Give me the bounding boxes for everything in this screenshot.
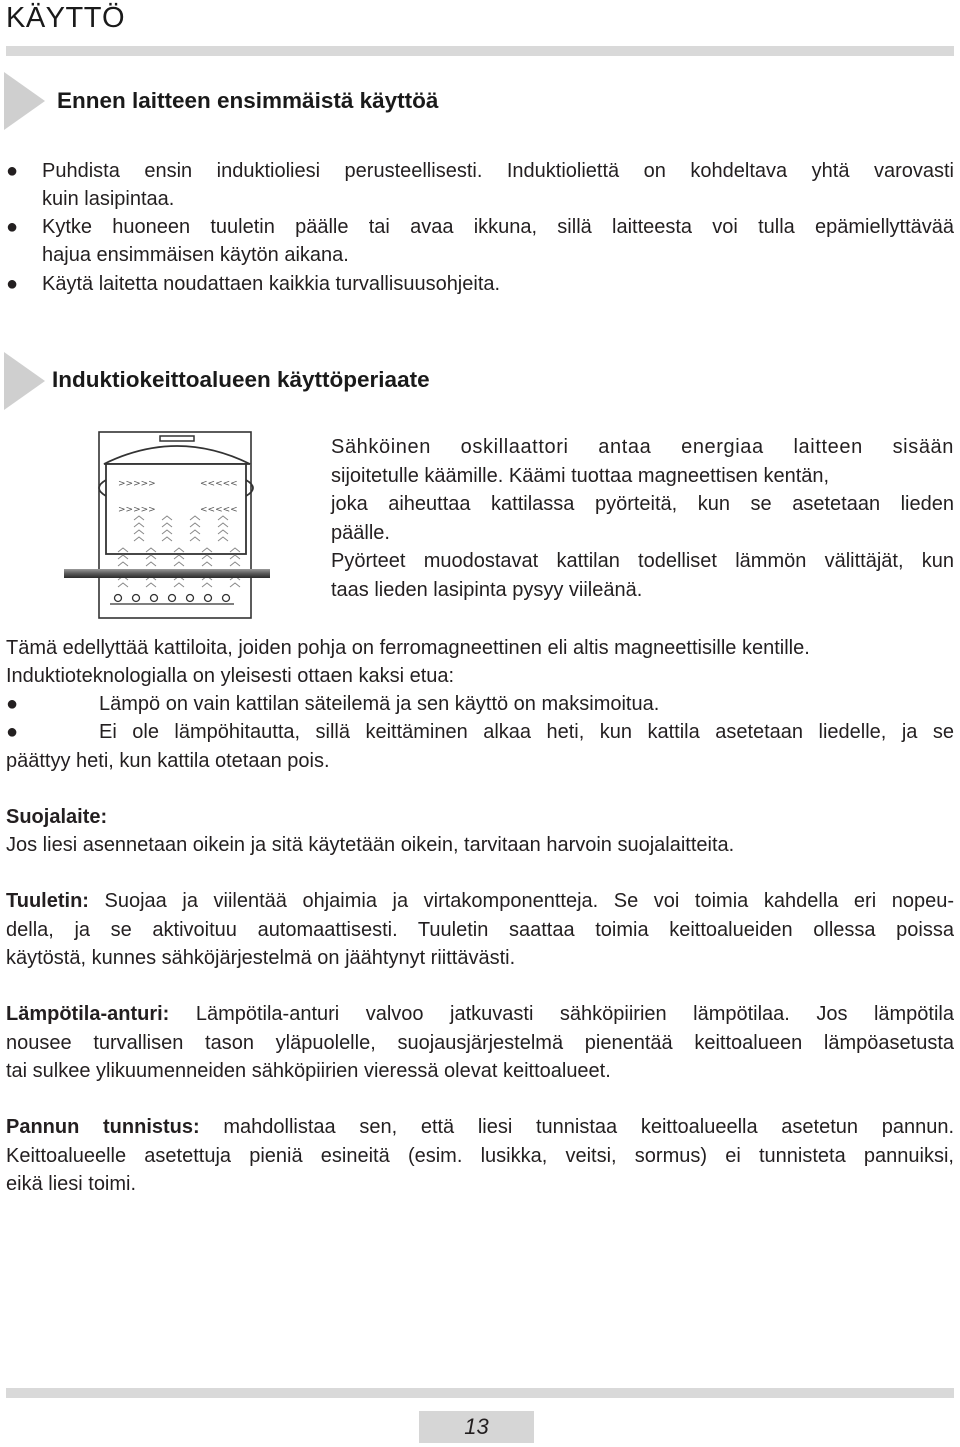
section-heading-first-use: Ennen laitteen ensimmäistä käyttöä [57,88,439,113]
eddy-arrows: >>>>> [118,505,156,515]
footer-divider [6,1388,954,1398]
eddy-arrows: <<<<< [200,505,238,515]
suojalaite-text: Jos liesi asennetaan oikein ja sitä käytetään oikein, tarvitaan harvoin suojalaitteita. [6,834,735,856]
list-item: ● Käytä laitetta noudattaen kaikkia turvallisuusohjeita. [0,270,960,300]
lid-knob [160,436,194,441]
eddy-arrows: <<<<< [200,479,238,489]
header-divider [6,46,954,56]
list-item: ● Ei ole lämpöhitautta, sillä keittäminen alkaa heti, kun kattila asetetaan liedelle, ja se päättyy heti, kun kattila otetaan pois. [6,718,954,778]
bullet-icon: ● [6,160,19,182]
section-heading-principle: Induktiokeittoalueen käyttöperiaate [52,367,430,392]
requirement-text: Tämä edellyttää kattiloita, joiden pohja on ferromagneettinen eli altis magneettisille kentille. [6,637,810,659]
lampotila-paragraph: Lämpötila-anturi: Lämpötila-anturi valvoo jatkuvasti sähköpiirien lämpötilaa. Jos lämpötila nousee turvallisen tason yläpuolelle, suojausjärjestelmä pienentää keittoalueen lämpöasetusta tai sulkee ylikuumenneiden sähköpiirien vieressä olevat keittoalueet. [6,1003,954,1082]
pot-lid [104,446,250,464]
bullet-icon: ● [6,216,19,238]
section-marker-icon [4,72,45,130]
tuuletin-paragraph: Tuuletin: Suojaa ja viilentää ohjaimia ja virtakomponentteja. Se voi toimia kahdella eri nopeu- della, ja se aktivoituu automaattisesti. Tuuletin saattaa toimia keittoalueiden ollessa poissa käytöstä, kunnes sähköjärjestelmä on jäähtynyt riittävästi. [6,890,954,969]
glass-cooktop [64,569,270,578]
eddy-arrows: >>>>> [118,479,156,489]
pannu-paragraph: Pannun tunnistus: mahdollistaa sen, että liesi tunnistaa keittoalueella asetetun pannun. Keittoalueelle asetettuja pieniä esineitä (esim. lusikka, veitsi, sormus) ei tunnisteta pannuiksi, eikä liesi toimi. [6,1116,954,1195]
advantages-intro: Induktioteknologialla on yleisesti ottaen kaksi etua: [6,665,455,687]
section-marker-icon [4,352,45,410]
bullet-icon: ● [6,721,19,743]
list-item: ● Kytke huoneen tuuletin päälle tai avaa ikkuna, sillä laitteesta voi tulla epämiellyttävää hajua ensimmäisen käytön aikana. [0,213,960,273]
bullet-icon: ● [6,273,19,295]
induction-diagram [62,428,272,620]
principle-description: Sähköinen oskillaattori antaa energiaa laitteen sisään sijoitetulle käämille. Käämi tuottaa magneettisen kentän, joka aiheuttaa kattilassa pyörteitä, kun se asetetaan lieden päälle. Pyörteet muodostavat kattilan todelliset lämmön välittäjät, kun taas lieden lasipinta pysyy viileänä. [331,436,954,601]
bullet-icon: ● [6,693,19,715]
page-title: KÄYTTÖ [6,2,126,34]
page-number: 13 [419,1411,534,1443]
induction-coil [110,595,234,605]
suojalaite-label: Suojalaite: [6,806,108,828]
list-item: ● Puhdista ensin induktioliesi perusteellisesti. Induktioliettä on kohdeltava yhtä varovasti kuin lasipintaa. [0,157,960,217]
